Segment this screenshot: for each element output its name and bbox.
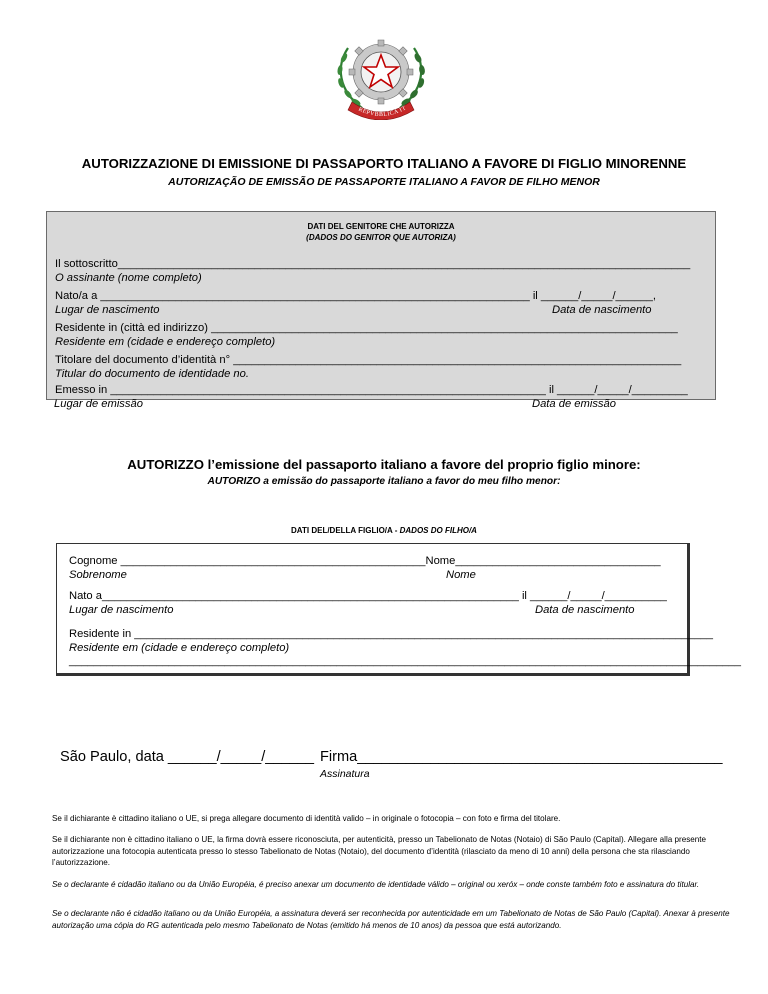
parent-data-section xyxy=(46,211,716,400)
parent-section-heading-translation: (DADOS DO GENITOR QUE AUTORIZA) xyxy=(306,233,456,242)
child-birth-field[interactable]: Nato a___________________________________________________________________ il ______/_____/__________ xyxy=(69,590,667,602)
child-birth-place-label: Lugar de nascimento xyxy=(69,604,174,616)
signature-label: Assinatura xyxy=(320,768,370,780)
parent-residence-field[interactable]: Residente in (città ed indirizzo) ___________________________________________________________________________ xyxy=(55,322,678,334)
child-residence-label: Residente em (cidade e endereço completo) xyxy=(69,642,290,654)
document-title: AUTORIZZAZIONE DI EMISSIONE DI PASSAPORTO ITALIANO A FAVORE DI FIGLIO MINORENNE xyxy=(81,156,687,171)
italian-republic-emblem-icon xyxy=(322,28,440,120)
child-heading-it: DATI DEL/DELLA FIGLIO/A - xyxy=(291,526,400,535)
parent-section-heading: DATI DEL GENITORE CHE AUTORIZZA xyxy=(307,222,455,231)
parent-birth-date-label: Data de nascimento xyxy=(552,304,652,316)
authorization-statement-translation: AUTORIZO a emissão do passaporte italiano a favor do meu filho menor: xyxy=(207,476,561,487)
authorization-statement: AUTORIZZO l’emissione del passaporto italiano a favore del proprio figlio minore: xyxy=(127,457,641,472)
parent-residence-label: Residente em (cidade e endereço completo) xyxy=(55,336,276,348)
note-it-eu: Se il dichiarante è cittadino italiano o UE, si prega allegare documento di identità valido – in originale o fotocopia – con foto e firma del titolare. xyxy=(52,814,561,823)
parent-issued-date-label: Data de emissão xyxy=(532,398,616,410)
note-pt-non-eu: Se o declarante não é cidadão italiano ou da União Européia, a assinatura deverá ser reconhecida por autenticidade em um Tabelionato de Notas de São Paulo (Capital). Anexar à presente autorização uma cópia do RG autenticada pelo mesmo Tabelionato de Notas (emitido há menos de 10 anos) da pessoa que está autorizando. xyxy=(52,909,730,930)
signature-field[interactable]: Firma_____________________________________________ xyxy=(320,749,723,765)
child-section-heading xyxy=(0,526,768,535)
child-name-label: Nome xyxy=(446,569,476,581)
child-surname-name-field[interactable]: Cognome _________________________________________________Nome_________________________________ xyxy=(69,555,661,567)
parent-name-field[interactable]: Il sottoscritto____________________________________________________________________________________________ xyxy=(55,258,691,270)
place-date-field[interactable]: São Paulo, data ______/_____/______ xyxy=(60,749,315,765)
child-residence-field[interactable]: Residente in _____________________________________________________________________________________________ xyxy=(69,628,713,640)
child-residence-extra-field[interactable]: ____________________________________________________________________________________________________________ xyxy=(69,655,741,667)
parent-document-field[interactable]: Titolare del documento d’identità n° ________________________________________________________________________ xyxy=(55,354,682,366)
parent-birth-place-label: Lugar de nascimento xyxy=(55,304,160,316)
child-birth-date-label: Data de nascimento xyxy=(535,604,635,616)
document-title-translation: AUTORIZAÇÃO DE EMISSÃO DE PASSAPORTE ITALIANO A FAVOR DE FILHO MENOR xyxy=(168,176,600,188)
child-data-section xyxy=(56,543,741,676)
parent-issued-place-label: Lugar de emissão xyxy=(54,398,143,410)
emblem-ribbon-text: REPVBBLICA IT xyxy=(357,105,408,119)
parent-name-label: O assinante (nome completo) xyxy=(55,272,202,284)
parent-issued-field[interactable]: Emesso in ______________________________________________________________________ il ______/_____/_________ xyxy=(55,384,688,396)
parent-birth-field[interactable]: Nato/a a _____________________________________________________________________ il ______/_____/______, xyxy=(55,290,657,302)
parent-document-label: Titular do documento de identidade no. xyxy=(55,368,249,380)
child-heading-pt: DADOS DO FILHO/A xyxy=(399,526,477,535)
child-surname-label: Sobrenome xyxy=(69,569,127,581)
note-pt-eu: Se o declarante é cidadão italiano ou da União Européia, é preciso anexar um documento de identidade válido – original ou xeróx – onde conste também foto e assinatura do titular. xyxy=(52,880,700,889)
note-it-non-eu: Se il dichiarante non è cittadino italiano o UE, la firma dovrà essere riconosciuta, per autenticità, presso un Tabelionato de Notas (Notaio) di São Paulo (Capital). Allegare alla presente autorizzazione una fotocopia autenticata presso lo stesso Tabelionato de Notas (Notaio), del documento d’identità (rilasciato da meno di 10 anni) della persona che sta rilasciando l’autorizzazione. xyxy=(52,835,707,867)
